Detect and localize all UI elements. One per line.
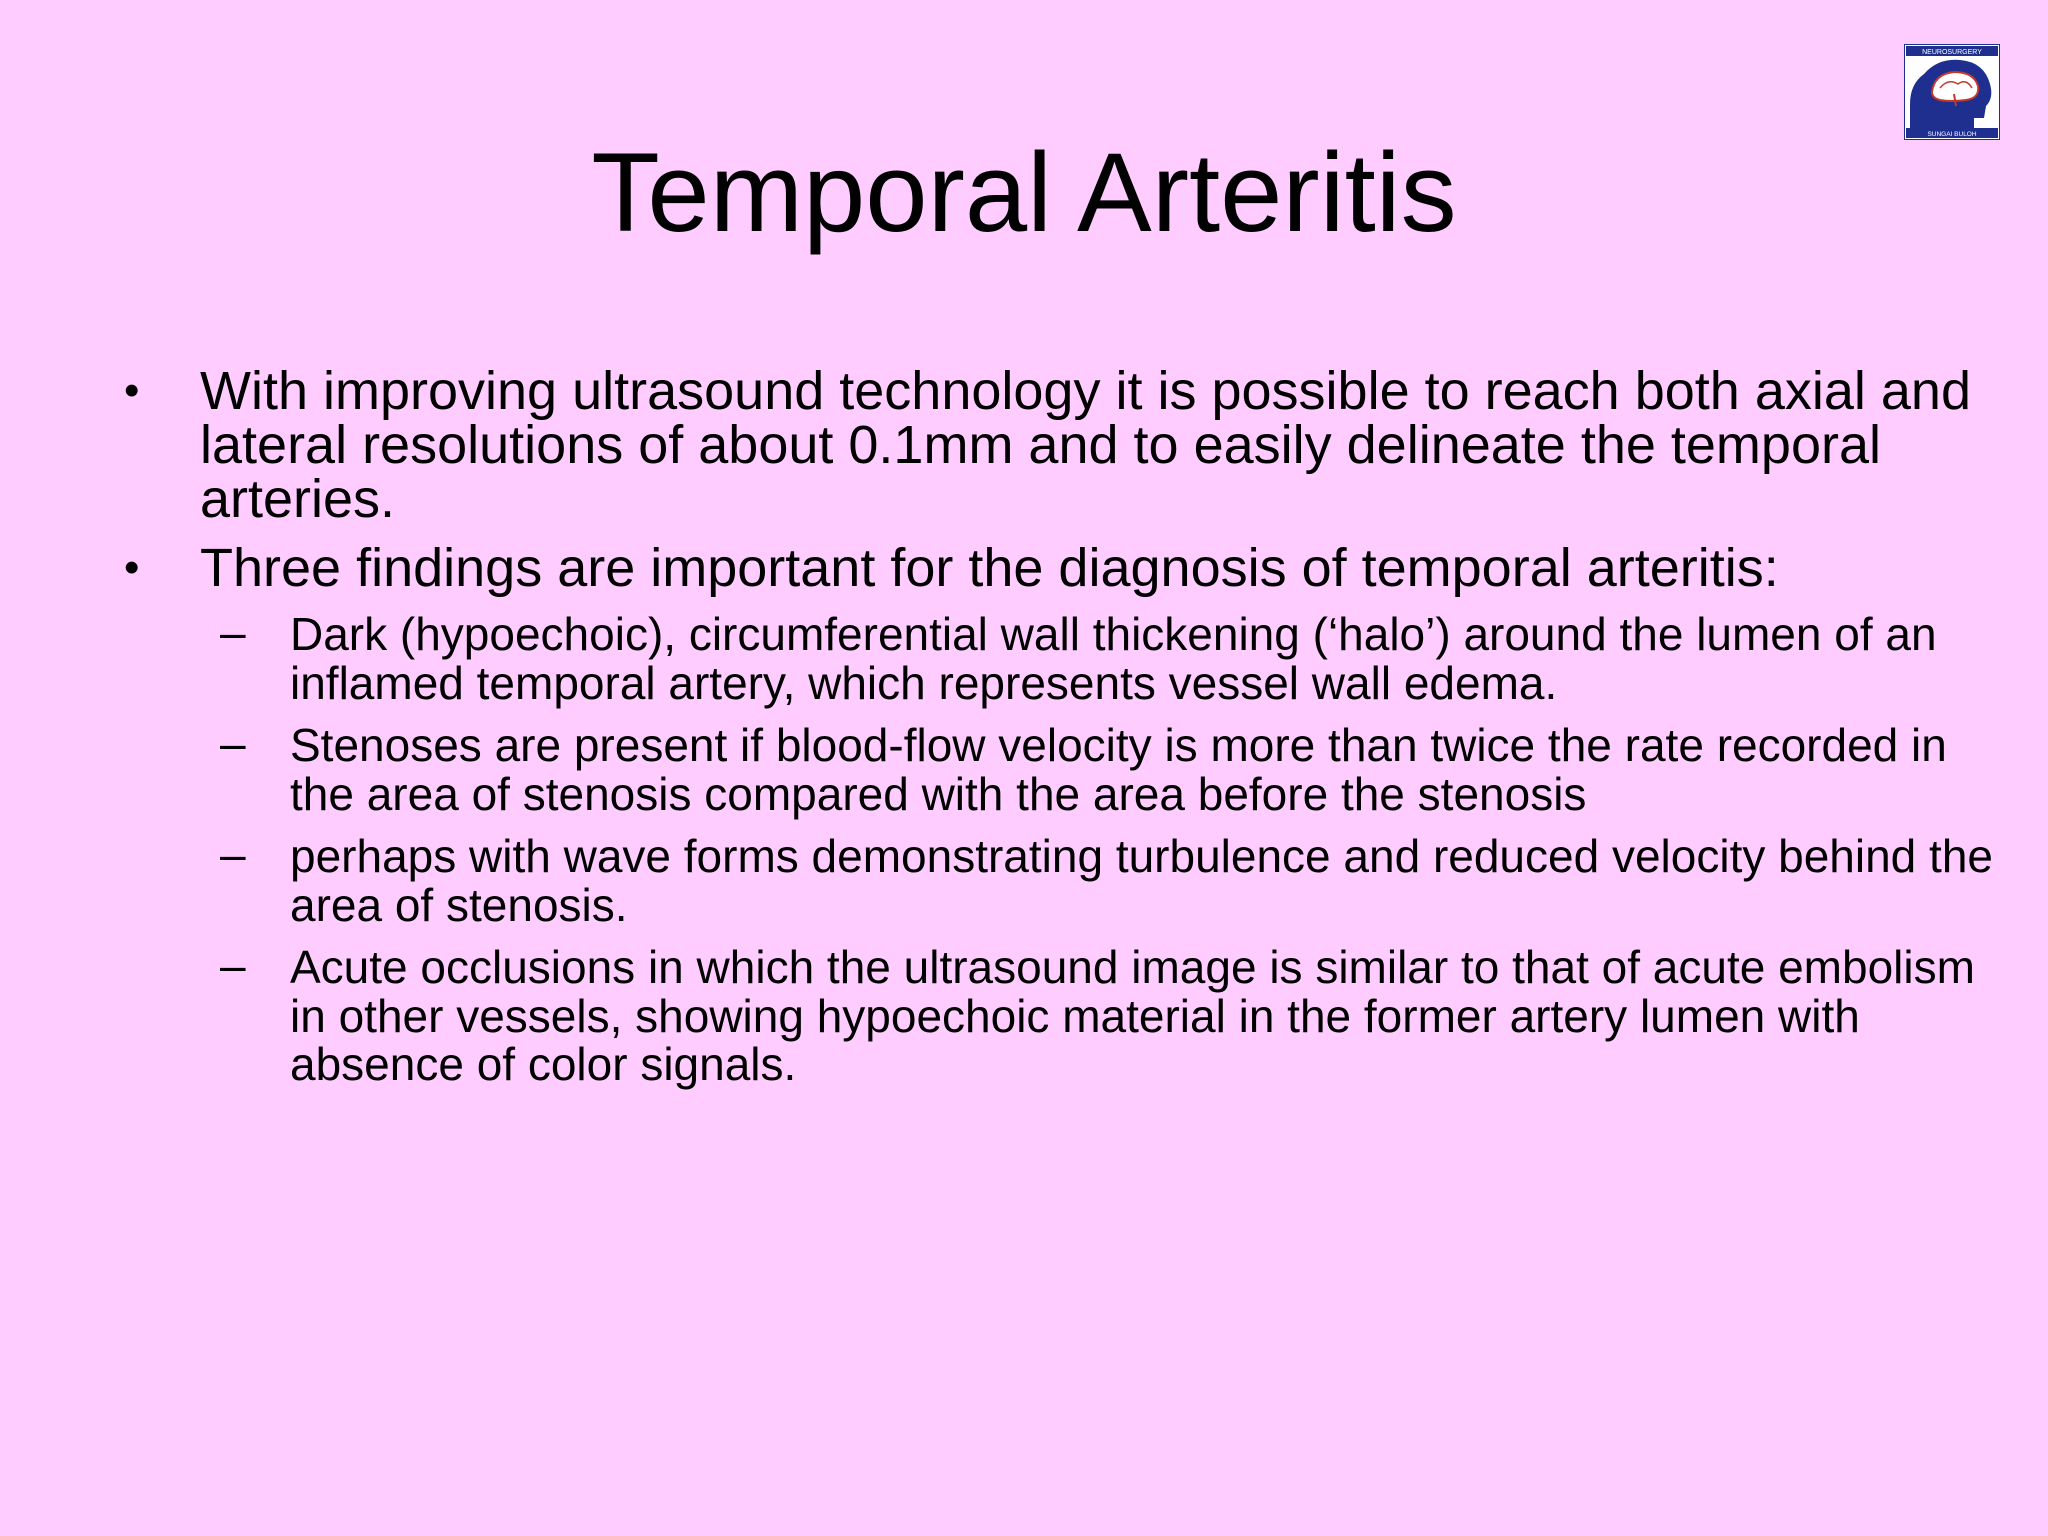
slide-body xyxy=(120,361,2000,1103)
sub-bullet-text: Acute occlusions in which the ultrasound image is similar to that of acute embolism in other vessels, showing hypoechoic material in the former artery lumen with absence of color signals. xyxy=(290,941,1975,1090)
sub-bullet-text: Dark (hypoechoic), circumferential wall thickening (‘halo’) around the lumen of an inflamed temporal artery, which represents vessel wall edema. xyxy=(290,608,1937,709)
sub-bullet-item xyxy=(120,828,2000,931)
neurosurgery-head-brain-icon xyxy=(1904,44,2000,140)
bullet-item xyxy=(120,538,2000,598)
bullet-item xyxy=(120,361,2000,529)
dash-marker: – xyxy=(220,717,246,769)
bullet-marker: • xyxy=(124,543,140,592)
sub-bullet-list xyxy=(120,606,2000,1090)
sub-bullet-item xyxy=(120,939,2000,1090)
sub-bullet-text: perhaps with wave forms demonstrating turbulence and reduced velocity behind the area of stenosis. xyxy=(290,830,1993,931)
bullet-text: With improving ultrasound technology it is possible to reach both axial and lateral resolutions of about 0.1mm and to easily delineate the temporal arteries. xyxy=(200,361,1971,529)
bullet-text: Three findings are important for the diagnosis of temporal arteritis: xyxy=(200,538,1779,598)
neurosurgery-logo xyxy=(1904,44,2000,140)
dash-marker: – xyxy=(220,606,246,658)
dash-marker: – xyxy=(220,939,246,991)
bullet-marker: • xyxy=(124,366,140,415)
svg-text:NEUROSURGERY: NEUROSURGERY xyxy=(1922,49,1982,56)
slide-title: Temporal Arteritis xyxy=(591,130,1457,255)
sub-bullet-item xyxy=(120,717,2000,820)
sub-bullet-text: Stenoses are present if blood-flow velocity is more than twice the rate recorded in the area of stenosis compared with the area before the stenosis xyxy=(290,719,1947,820)
dash-marker: – xyxy=(220,828,246,880)
sub-bullet-item xyxy=(120,606,2000,709)
svg-text:SUNGAI BULOH: SUNGAI BULOH xyxy=(1927,131,1977,138)
